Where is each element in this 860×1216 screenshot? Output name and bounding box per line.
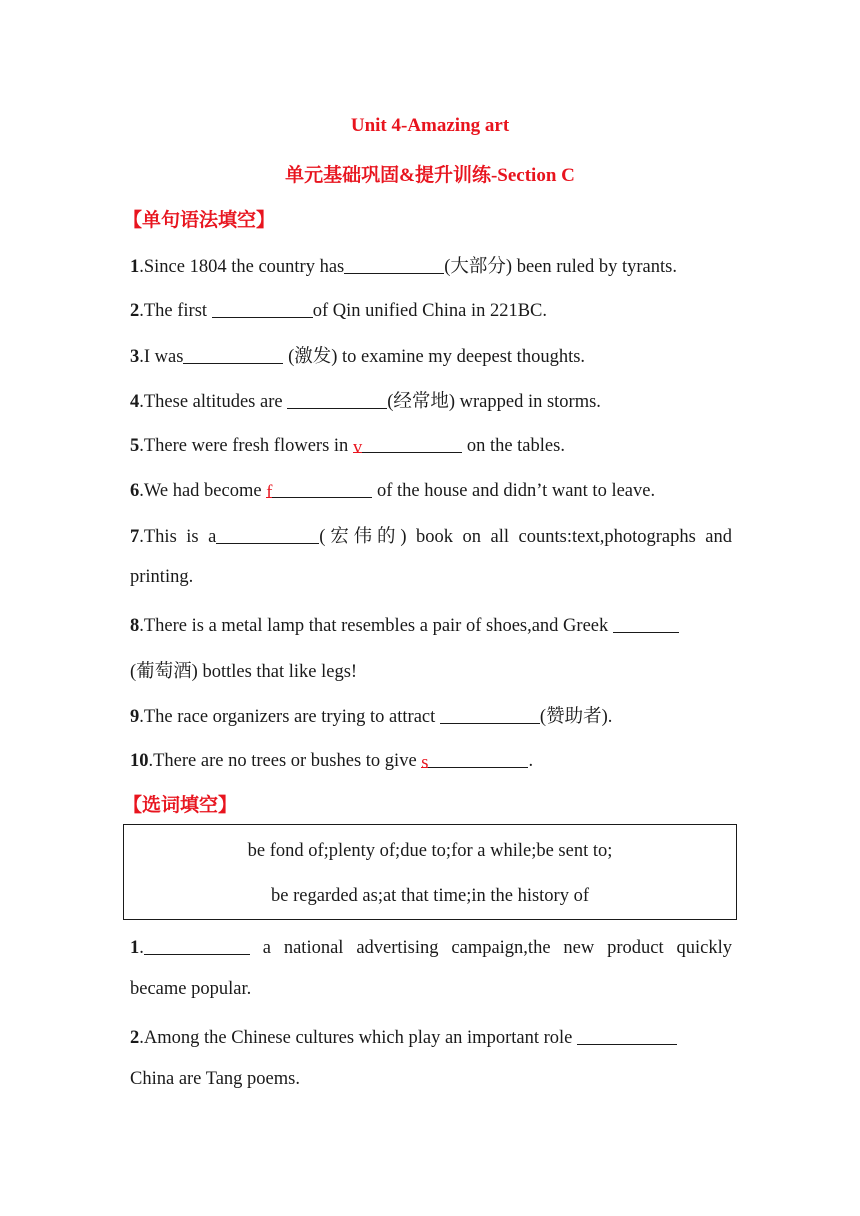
question-number: 4 [130, 392, 140, 412]
question-3 [130, 342, 585, 368]
question-4 [130, 387, 601, 413]
question-text: .We had become [139, 481, 267, 501]
word-bank-box [123, 824, 737, 920]
section-heading-word-choice: 【选词填空】 [123, 795, 238, 816]
question-text: (经常地) wrapped in storms. [387, 392, 601, 412]
section-heading-grammar: 【单句语法填空】 [123, 210, 276, 231]
first-letter-hint: v [352, 438, 363, 458]
question-8-continued: (葡萄酒) bottles that like legs! [130, 662, 358, 682]
question-text: .I was [139, 347, 184, 367]
question-text: .This is a [139, 527, 217, 547]
question-text: of the house and didn’t want to leave. [372, 481, 656, 501]
answer-blank[interactable] [421, 749, 528, 773]
question-text: .There were fresh flowers in [139, 436, 353, 456]
question-6 [130, 477, 655, 502]
question-text: .The race organizers are trying to attract [139, 707, 440, 727]
question-number: 5 [130, 436, 140, 456]
question-9 [130, 702, 612, 728]
choice-question-2 [130, 1024, 677, 1049]
page-subtitle: 单元基础巩固&提升训练-Section C [285, 165, 575, 186]
question-text: .There is a metal lamp that resembles a pair of shoes,and Greek [139, 616, 613, 636]
answer-blank[interactable] [144, 936, 250, 955]
question-number: 9 [130, 707, 140, 727]
question-2 [130, 297, 547, 322]
page-title: Unit 4-Amazing art [350, 115, 510, 136]
question-1 [130, 252, 677, 278]
first-letter-hint: s [421, 753, 429, 773]
choice-question-2-continued: China are Tang poems. [130, 1069, 300, 1089]
answer-blank[interactable] [577, 1026, 677, 1045]
answer-blank[interactable] [352, 434, 462, 458]
question-text: . [528, 751, 534, 771]
question-text: a national advertising campaign,the new product quickly [249, 938, 732, 958]
answer-blank[interactable] [287, 390, 387, 409]
question-text: .The first [139, 301, 212, 321]
question-number: 3 [130, 347, 140, 367]
answer-blank[interactable] [266, 479, 372, 503]
question-text: .Since 1804 the country has [139, 257, 345, 277]
answer-blank[interactable] [183, 345, 283, 364]
question-number: 10 [130, 751, 149, 771]
question-number: 6 [130, 481, 140, 501]
question-number: 8 [130, 616, 140, 636]
question-number: 1 [130, 257, 140, 277]
answer-blank[interactable] [216, 525, 319, 544]
word-bank-line: be regarded as;at that time;in the history of [271, 886, 589, 906]
choice-question-1-continued: became popular. [130, 979, 252, 999]
choice-question-1 [130, 934, 732, 959]
question-number: 1 [130, 938, 140, 958]
question-7 [130, 522, 732, 548]
question-text: (宏伟的) book on all counts:text,photographs and [319, 527, 732, 547]
answer-blank[interactable] [212, 299, 313, 318]
question-text: (大部分) been ruled by tyrants. [444, 257, 677, 277]
question-text: .Among the Chinese cultures which play an important role [139, 1028, 577, 1048]
question-number: 2 [130, 1028, 140, 1048]
question-text: . [139, 938, 144, 958]
answer-blank[interactable] [613, 614, 679, 633]
word-bank-line: be fond of;plenty of;due to;for a while;be sent to; [247, 841, 613, 861]
question-number: 2 [130, 301, 140, 321]
question-text: (赞助者). [539, 707, 613, 727]
question-7-continued: printing. [130, 567, 194, 587]
question-text: of Qin unified China in 221BC. [312, 301, 548, 321]
question-8 [130, 612, 679, 637]
question-text: on the tables. [462, 436, 565, 456]
question-text: .These altitudes are [139, 392, 288, 412]
question-number: 7 [130, 527, 140, 547]
question-10 [130, 747, 533, 772]
answer-blank[interactable] [344, 255, 444, 274]
question-text: .There are no trees or bushes to give [148, 751, 422, 771]
question-text: (激发) to examine my deepest thoughts. [283, 347, 586, 367]
question-5 [130, 432, 565, 457]
answer-blank[interactable] [440, 705, 540, 724]
first-letter-hint: f [266, 483, 273, 503]
